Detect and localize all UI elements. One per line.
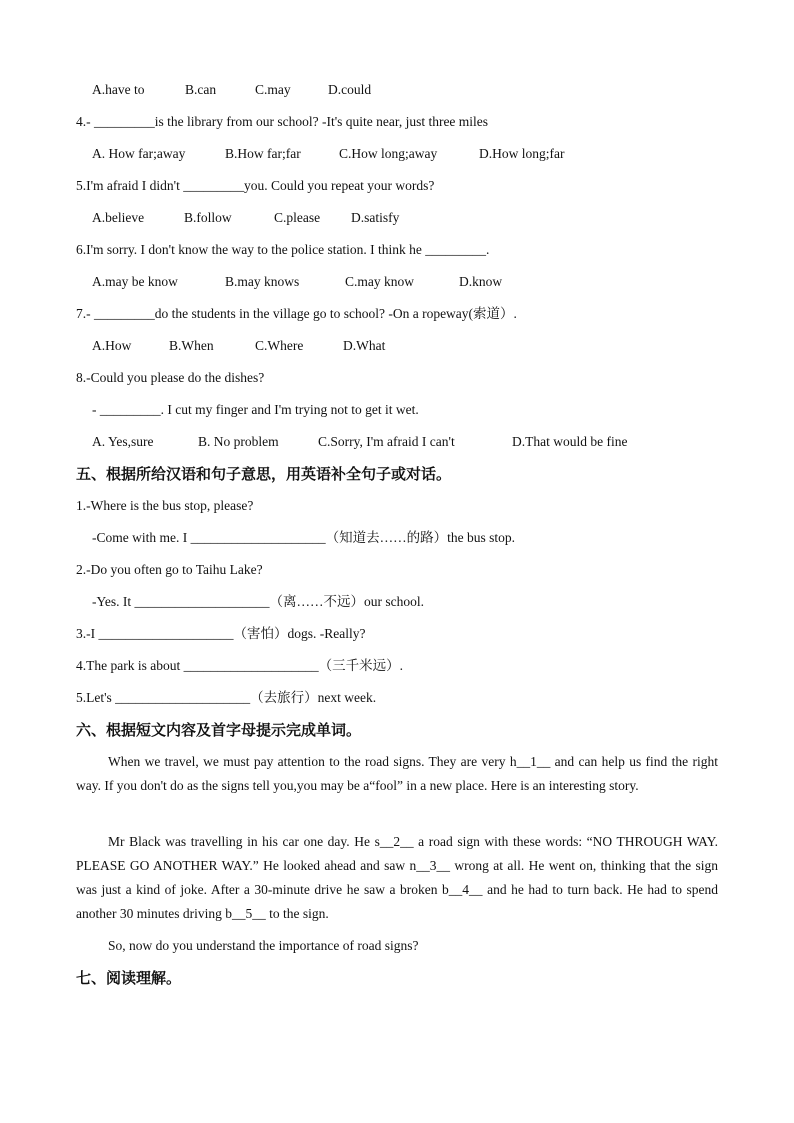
section6-title: 六、根据短文内容及首字母提示完成单词。 xyxy=(76,721,362,739)
q5-option-a[interactable]: A.believe xyxy=(92,210,145,225)
s5-item-3: 3.-I ____________________（害怕）dogs. -Really? xyxy=(76,626,366,641)
q6-question: 6.I'm sorry. I don't know the way to the police station. I think he _________. xyxy=(76,242,490,257)
s5-item-4: 4.The park is about ____________________（三千米远）. xyxy=(76,658,403,673)
q4-option-b[interactable]: B.How far;far xyxy=(225,146,301,161)
q6-options xyxy=(92,273,502,291)
q5-options xyxy=(92,209,399,227)
q8-question: 8.-Could you please do the dishes? xyxy=(76,370,265,385)
q5-option-b[interactable]: B.follow xyxy=(184,210,232,225)
q3-option-d[interactable]: D.could xyxy=(328,82,372,97)
q6-option-c[interactable]: C.may know xyxy=(345,274,414,289)
q8-option-b[interactable]: B. No problem xyxy=(198,434,279,449)
q7-option-c[interactable]: C.Where xyxy=(255,338,304,353)
q6-option-a[interactable]: A.may be know xyxy=(92,274,178,289)
s5-item-5: 5.Let's ____________________（去旅行）next week. xyxy=(76,690,377,705)
q3-option-a[interactable]: A.have to xyxy=(92,82,145,97)
s5-item-1-a: -Come with me. I ____________________（知道去……的路）the bus stop. xyxy=(92,530,515,545)
q5-question: 5.I'm afraid I didn't _________you. Could you repeat your words? xyxy=(76,178,435,193)
q7-question: 7.- _________do the students in the village go to school? -On a ropeway(索道）. xyxy=(76,306,517,321)
q7-options xyxy=(92,337,385,355)
s5-item-1-q: 1.-Where is the bus stop, please? xyxy=(76,498,254,513)
q3-option-c[interactable]: C.may xyxy=(255,82,291,97)
q3-option-b[interactable]: B.can xyxy=(185,82,217,97)
s6-paragraph-2: Mr Black was travelling in his car one day. He s__2__ a road sign with these words: “NO THROUGH WAY. PLEASE GO ANOTHER WAY.” He looked ahead and saw n__3__ wrong at all. He went on, thinking that the sign was just a kind of joke. After a 30-minute drive he saw a broken b__4__ and he had to turn back. He had to spend another 30 minutes driving b__5__ to the sign. xyxy=(76,834,718,921)
section7-title: 七、阅读理解。 xyxy=(76,969,182,987)
q8-option-d[interactable]: D.That would be fine xyxy=(512,434,628,449)
q8-question-response: - _________. I cut my finger and I'm trying not to get it wet. xyxy=(92,402,419,417)
s5-item-2-a: -Yes. It ____________________（离……不远）our school. xyxy=(92,594,425,609)
q4-options xyxy=(92,145,564,163)
section5-title: 五、根据所给汉语和句子意思，用英语补全句子或对话。 xyxy=(76,465,452,483)
q8-options xyxy=(92,433,627,451)
s6-paragraph-3: So, now do you understand the importance of road signs? xyxy=(108,938,419,953)
s5-item-2-q: 2.-Do you often go to Taihu Lake? xyxy=(76,562,263,577)
q8-option-c[interactable]: C.Sorry, I'm afraid I can't xyxy=(318,434,455,449)
q4-option-c[interactable]: C.How long;away xyxy=(339,146,438,161)
q6-option-d[interactable]: D.know xyxy=(459,274,503,289)
q7-option-d[interactable]: D.What xyxy=(343,338,386,353)
q8-option-a[interactable]: A. Yes,sure xyxy=(92,434,154,449)
s6-paragraph-1: When we travel, we must pay attention to the road signs. They are very h__1__ and can help us find the right way. If you don't do as the signs tell you,you may be a“fool” in a new place. Here is an interesting story. xyxy=(76,754,718,793)
q7-option-a[interactable]: A.How xyxy=(92,338,132,353)
q7-option-b[interactable]: B.When xyxy=(169,338,214,353)
q4-question: 4.- _________is the library from our school? -It's quite near, just three miles xyxy=(76,114,489,129)
q4-option-a[interactable]: A. How far;away xyxy=(92,146,186,161)
q5-option-d[interactable]: D.satisfy xyxy=(351,210,400,225)
q5-option-c[interactable]: C.please xyxy=(274,210,321,225)
q6-option-b[interactable]: B.may knows xyxy=(225,274,300,289)
q3-options xyxy=(92,81,371,99)
q4-option-d[interactable]: D.How long;far xyxy=(479,146,565,161)
